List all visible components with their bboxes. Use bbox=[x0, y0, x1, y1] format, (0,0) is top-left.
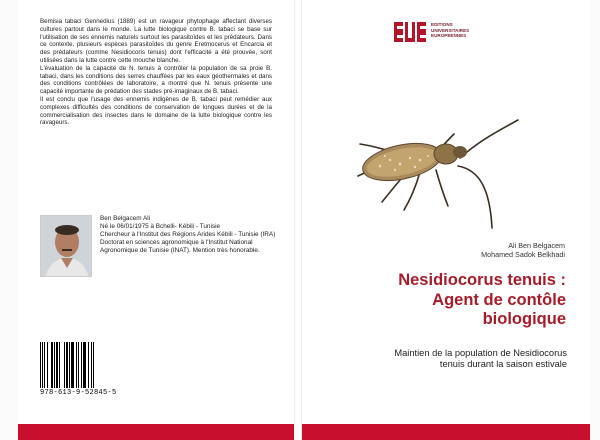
summary-paragraph: L'évaluation de la capacité de N. tenuis à contrôler la population de sa proie B. tabaci, dans les conditions des serres chauffées par les eaux géothermales et dans des conditions contrôlées de laboratoire, a montré que N. tenuis présente une capacité importante de prédation des stades pré-imaginaux de B. tabaci. bbox=[40, 64, 272, 96]
beetle-illustration bbox=[340, 110, 520, 230]
author-name: Mohamed Sadok Belkhadi bbox=[481, 250, 565, 259]
author-bio bbox=[100, 215, 280, 255]
title-line: biologique bbox=[482, 310, 566, 328]
barcode-bar bbox=[94, 342, 95, 388]
back-cover-summary bbox=[40, 18, 272, 127]
front-cover-stripe bbox=[302, 424, 590, 440]
back-cover-stripe bbox=[18, 424, 294, 440]
eue-logo-icon bbox=[393, 20, 427, 44]
isbn-barcode bbox=[40, 342, 120, 397]
book-title bbox=[380, 271, 566, 330]
front-authors bbox=[440, 241, 565, 259]
title-line: Agent de contôle bbox=[432, 290, 566, 309]
publisher-name-line: EUROPEENNES bbox=[431, 33, 467, 39]
bio-line: Doctorat en sciences agronomique à l'Institut National Agronomique de Tunisie (INAT). Mention très honorable. bbox=[100, 239, 260, 254]
book-subtitle bbox=[355, 348, 567, 370]
bio-line: Ben Belgacem Ali bbox=[100, 215, 151, 222]
author-photo bbox=[40, 215, 92, 277]
title-line: Nesidiocorus tenuis : bbox=[398, 271, 566, 289]
bio-line: Né le 06/01/1975 à Bchelli- Kébili - Tunisie bbox=[100, 223, 221, 230]
subtitle-line: Maintien de la population de Nesidiocorus bbox=[394, 348, 567, 358]
bio-line: Chercheur à l'Institut des Régions Arides Kébili - Tunisie (IRA) bbox=[100, 231, 276, 238]
author-name: Ali Ben Belgacem bbox=[508, 241, 565, 250]
summary-paragraph: Bemisia tabaci Gennedius (1889) est un ravageur phytophage affectant diverses cultures partout dans le monde. La lutte biologique contre B. tabaci se base sur l'utilisation de ses ennemis naturels surtout les parasitoïdes et les prédateurs. Dans ce contexte, plusieurs espèces parasitoïdes du genre Eretmocerus et Encarcia et des prédateurs (comme Nesidiocoris tenuis) dont l'efficacité a été prouvée, sont utilisées dans la lutte contre cette mouche blanche. bbox=[40, 18, 272, 64]
publisher-name bbox=[431, 22, 501, 39]
summary-paragraph: Il est conclu que l'usage des ennemis indigènes de B. tabaci peut remédier aux complexes difficultés des conditions de conservation de longues durées et de la commercialisation des insectes dans le domaine de la lutte biologique contre les ravageurs. bbox=[40, 95, 272, 127]
publisher-name-line: UNIVERSITAIRES bbox=[431, 27, 470, 33]
publisher-name-line: EDITIONS bbox=[431, 22, 453, 27]
isbn-number: 978-613-9-52845-5 bbox=[40, 389, 117, 397]
spine bbox=[294, 0, 302, 440]
subtitle-line: tenuis durant la saison estivale bbox=[439, 359, 567, 369]
barcode-bars bbox=[40, 342, 120, 388]
